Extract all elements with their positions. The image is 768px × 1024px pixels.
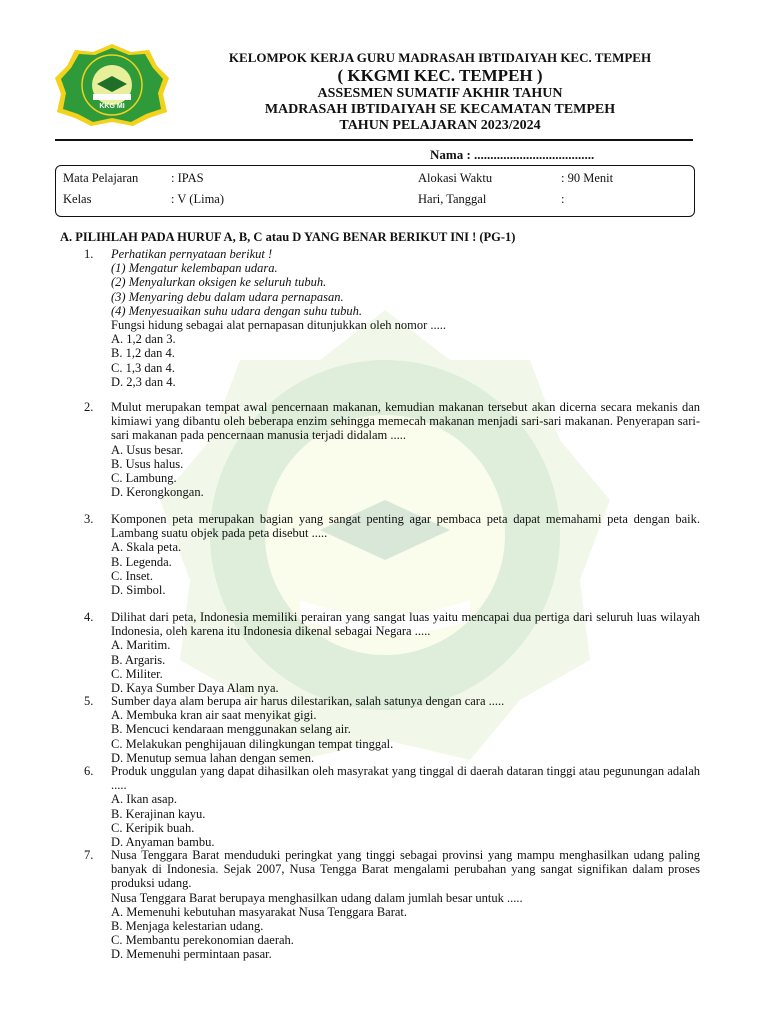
option[interactable]: A. Maritim.: [111, 638, 171, 653]
option[interactable]: C. Keripik buah.: [111, 820, 195, 835]
option[interactable]: D. Memenuhi permintaan pasar.: [111, 947, 272, 962]
name-field[interactable]: Nama : .....................................: [430, 147, 595, 162]
option[interactable]: B. Usus halus.: [111, 456, 184, 471]
option[interactable]: B. Mencuci kendaraan menggunakan selang air.: [111, 722, 351, 737]
option[interactable]: C. Membantu perekonomian daerah.: [111, 933, 294, 948]
header-line-4: MADRASAH IBTIDAIYAH SE KECAMATAN TEMPEH: [264, 102, 616, 117]
header: [170, 50, 710, 134]
question-text: Fungsi hidung sebagai alat pernapasan ditunjukkan oleh nomor .....: [111, 318, 447, 333]
option[interactable]: D. 2,3 dan 4.: [111, 374, 176, 389]
option[interactable]: B. Legenda.: [111, 554, 172, 569]
option[interactable]: B. Kerajinan kayu.: [111, 806, 206, 821]
option[interactable]: A. Memenuhi kebutuhan masyarakat Nusa Tenggara Barat.: [111, 904, 408, 919]
option[interactable]: C. 1,3 dan 4.: [111, 360, 175, 375]
kelas-value: : V (Lima): [171, 192, 225, 206]
alokasi-label: Alokasi Waktu: [418, 171, 493, 185]
option[interactable]: B. 1,2 dan 4.: [111, 346, 175, 361]
option[interactable]: C. Lambung.: [111, 471, 177, 486]
question-text: Komponen peta merupakan bagian yang sangat penting agar pembaca peta dapat memahami peta dengan baik. Lambang suatu objek pada peta disebut .....: [111, 512, 700, 541]
question-text: Mulut merupakan tempat awal pencernaan makanan, kemudian makanan tersebut akan dicerna secara mekanis dan kimiawi yang dibantu oleh beberapa enzim sehingga memecah makanan menjadi sari-sari makanan. Penyerapan sari-sari makanan pada pencernaan manusia terjadi didalam .....: [111, 400, 700, 443]
mapel-value: : IPAS: [171, 171, 204, 185]
option[interactable]: D. Menutup semua lahan dengan semen.: [111, 750, 315, 765]
option[interactable]: A. Ikan asap.: [111, 792, 177, 807]
question-1: 1. Perhatikan pernyataan berikut ! (1) Mengatur kelembapan udara. (2) Menyalurkan oksigen ke seluruh tubuh. (3) Menyaring debu dalam udara pernapasan. (4) Menyesuaikan suhu udara dengan suhu tubuh. Fungsi hidung sebagai alat pernapasan ditunjukkan oleh nomor ..... A. 1,2 dan 3. B. 1,2 dan 4. C. 1,3 dan 4. D. 2,3 dan 4.: [84, 247, 700, 389]
header-line-1: KELOMPOK KERJA GURU MADRASAH IBTIDAIYAH KEC. TEMPEH: [228, 50, 652, 65]
option[interactable]: D. Anyaman bambu.: [111, 835, 215, 850]
option[interactable]: A. 1,2 dan 3.: [111, 332, 176, 347]
header-line-3: ASSESMEN SUMATIF AKHIR TAHUN: [317, 86, 563, 101]
option[interactable]: A. Membuka kran air saat menyikat gigi.: [111, 708, 317, 723]
section-a-heading: A. PILIHLAH PADA HURUF A, B, C atau D YANG BENAR BERIKUT INI ! (PG-1): [60, 230, 516, 244]
question-3: 3. Komponen peta merupakan bagian yang sangat penting agar pembaca peta dapat memahami peta dengan baik. Lambang suatu objek pada peta disebut ..... A. Skala peta. B. Legenda. C. Inset. D. Simbol.: [84, 512, 700, 598]
mapel-label: Mata Pelajaran: [63, 171, 139, 185]
question-4: 4. Dilihat dari peta, Indonesia memiliki perairan yang sangat luas yaitu mencapai dua pertiga dari seluruh luas wilayah Indonesia, oleh karena itu Indonesia dikenal sebagai Negara ..... A. Maritim. B. Argaris. C. Militer. D. Kaya Sumber Daya Alam nya.: [84, 610, 700, 696]
kelas-label: Kelas: [63, 192, 92, 206]
option[interactable]: D. Kaya Sumber Daya Alam nya.: [111, 681, 279, 696]
kkg-mi-logo-icon: [53, 42, 171, 128]
option[interactable]: B. Menjaga kelestarian udang.: [111, 919, 264, 934]
header-line-2: ( KKGMI KEC. TEMPEH ): [337, 66, 543, 85]
option[interactable]: C. Militer.: [111, 666, 163, 681]
alokasi-value: : 90 Menit: [561, 171, 614, 185]
option[interactable]: A. Usus besar.: [111, 442, 184, 457]
question-text: Sumber daya alam berupa air harus dilestarikan, salah satunya dengan cara .....: [111, 694, 505, 708]
option[interactable]: D. Kerongkongan.: [111, 485, 204, 500]
option[interactable]: D. Simbol.: [111, 583, 166, 598]
svg-text:KKG MI: KKG MI: [99, 103, 125, 110]
hari-label: Hari, Tanggal: [418, 192, 487, 206]
question-7: 7. Nusa Tenggara Barat menduduki peringkat yang tinggi sebagai provinsi yang mampu menghasilkan udang paling banyak di Indonesia. Sejak 2007, Nusa Tengga Barat mengalami perubahan yang sangat signifikan dalam proses produksi udang. Nusa Tenggara Barat berupaya menghasilkan udang dalam jumlah besar untuk ..... A. Memenuhi kebutuhan masyarakat Nusa Tenggara Barat. B. Menjaga kelestarian udang. C. Membantu perekonomian daerah. D. Memenuhi permintaan pasar.: [84, 848, 700, 962]
option[interactable]: B. Argaris.: [111, 652, 166, 667]
question-2: 2. Mulut merupakan tempat awal pencernaan makanan, kemudian makanan tersebut akan dicerna secara mekanis dan kimiawi yang dibantu oleh beberapa enzim sehingga memecah makanan menjadi sari-sari makanan. Penyerapan sari-sari makanan pada pencernaan manusia terjadi didalam ..... A. Usus besar. B. Usus halus. C. Lambung. D. Kerongkongan.: [84, 400, 700, 500]
question-text: Nusa Tenggara Barat menduduki peringkat yang tinggi sebagai provinsi yang mampu menghasilkan udang paling banyak di Indonesia. Sejak 2007, Nusa Tengga Barat mengalami perubahan yang sangat signifikan dalam proses produksi udang.: [111, 848, 700, 891]
option[interactable]: C. Inset.: [111, 568, 154, 583]
option[interactable]: C. Melakukan penghijauan dilingkungan tempat tinggal.: [111, 736, 394, 751]
exam-info-box: [55, 165, 695, 217]
question-text: Dilihat dari peta, Indonesia memiliki perairan yang sangat luas yaitu mencapai dua pertiga dari seluruh luas wilayah Indonesia, oleh karena itu Indonesia dikenal sebagai Negara .....: [111, 610, 700, 639]
question-text-2: Nusa Tenggara Barat berupaya menghasilkan udang dalam jumlah besar untuk .....: [111, 890, 523, 905]
option[interactable]: A. Skala peta.: [111, 540, 182, 555]
question-6: 6. Produk unggulan yang dapat dihasilkan oleh masyrakat yang tinggal di daerah dataran tinggi atau pegunungan adalah ..... A. Ikan asap. B. Kerajinan kayu. C. Keripik buah. D. Anyaman bambu.: [84, 764, 700, 850]
hari-value: :: [561, 192, 565, 206]
question-text: Produk unggulan yang dapat dihasilkan oleh masyrakat yang tinggal di daerah dataran tinggi atau pegunungan adalah .....: [111, 764, 700, 793]
header-line-5: TAHUN PELAJARAN 2023/2024: [339, 118, 541, 133]
question-5: 5. Sumber daya alam berupa air harus dilestarikan, salah satunya dengan cara ..... A. Membuka kran air saat menyikat gigi. B. Mencuci kendaraan menggunakan selang air. C. Melakukan penghijauan dilingkungan tempat tinggal. D. Menutup semua lahan dengan semen.: [84, 694, 700, 765]
header-divider: [55, 139, 693, 141]
